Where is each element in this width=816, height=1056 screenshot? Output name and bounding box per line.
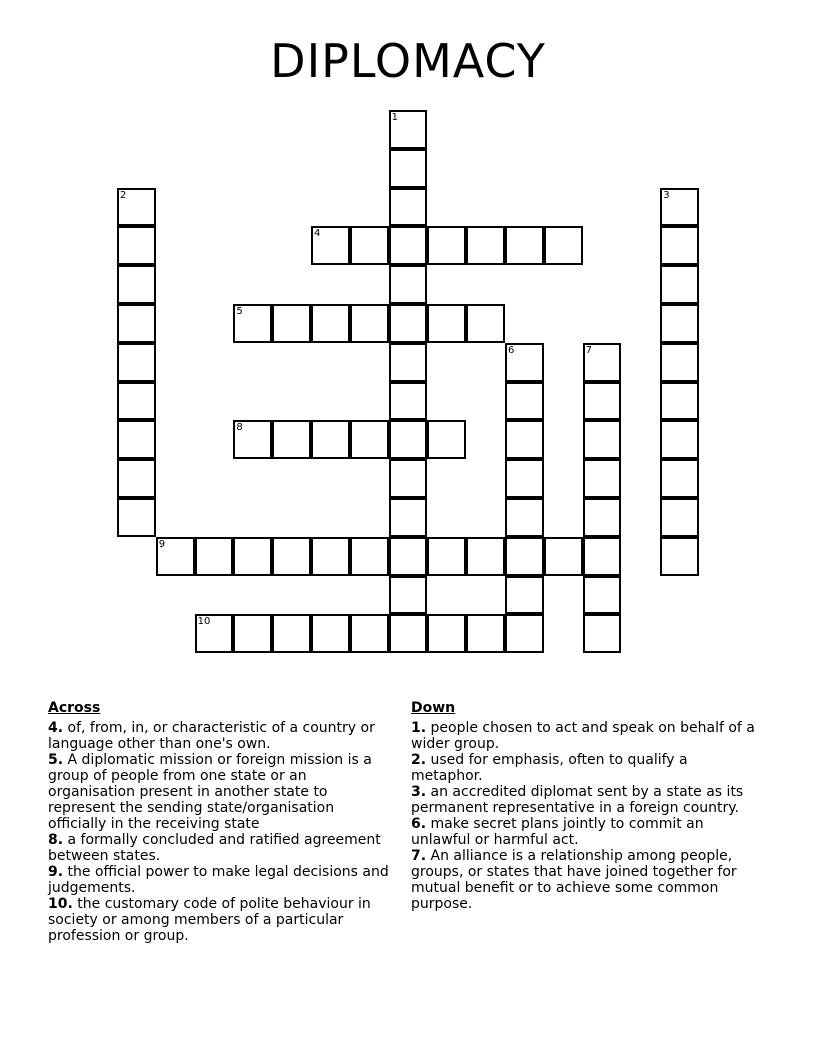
- clue-text: make secret plans jointly to commit an unlawful or harmful act.: [411, 816, 704, 848]
- grid-cell[interactable]: [505, 459, 544, 498]
- grid-cell[interactable]: [583, 576, 622, 615]
- grid-cell[interactable]: [195, 537, 234, 576]
- clue-number: 9.: [48, 864, 64, 880]
- grid-cell[interactable]: [389, 149, 428, 188]
- clue-number: 8.: [48, 832, 64, 848]
- grid-cell[interactable]: [660, 459, 699, 498]
- grid-cell[interactable]: [311, 614, 350, 653]
- grid-cell[interactable]: [660, 265, 699, 304]
- grid-cell[interactable]: [389, 110, 428, 149]
- clue-text: An alliance is a relationship among people, groups, or states that have joined together for mutual benefit or to achieve some common purpose.: [411, 848, 737, 912]
- clue-text: A diplomatic mission or foreign mission is a group of people from one state or an organisation present in another state to represent the sending state/organisation officially in the receiving state: [48, 752, 372, 832]
- grid-cell[interactable]: [350, 226, 389, 265]
- grid-cell[interactable]: [583, 614, 622, 653]
- grid-cell[interactable]: [583, 420, 622, 459]
- grid-cell[interactable]: [389, 614, 428, 653]
- grid-cell[interactable]: [505, 382, 544, 421]
- clue-text: a formally concluded and ratified agreement between states.: [48, 832, 381, 864]
- grid-cell[interactable]: [117, 420, 156, 459]
- grid-cell[interactable]: [389, 537, 428, 576]
- grid-cell[interactable]: [505, 498, 544, 537]
- grid-cell[interactable]: [466, 226, 505, 265]
- across-clues: [48, 700, 393, 944]
- grid-cell[interactable]: [389, 382, 428, 421]
- grid-cell[interactable]: [117, 265, 156, 304]
- grid-cell[interactable]: [233, 614, 272, 653]
- cell-number: 4: [314, 228, 321, 240]
- down-heading: Down: [411, 700, 456, 716]
- down-clues: [411, 700, 761, 912]
- grid-cell[interactable]: [427, 537, 466, 576]
- clue-across-5: [48, 752, 393, 832]
- cell-number: 5: [236, 306, 243, 317]
- grid-cell[interactable]: [505, 226, 544, 265]
- grid-cell[interactable]: [272, 304, 311, 343]
- clue-number: 2.: [411, 752, 427, 768]
- grid-cell[interactable]: [389, 188, 428, 227]
- grid-cell[interactable]: [117, 188, 156, 227]
- grid-cell[interactable]: [117, 382, 156, 421]
- grid-cell[interactable]: [272, 614, 311, 653]
- page-title: DIPLOMACY: [270, 34, 546, 88]
- grid-cell[interactable]: [660, 188, 699, 227]
- grid-cell[interactable]: [389, 459, 428, 498]
- grid-cell[interactable]: [233, 537, 272, 576]
- clue-across-8: [48, 832, 393, 864]
- grid-cell[interactable]: [660, 537, 699, 576]
- cell-number: 9: [158, 538, 166, 550]
- grid-cell[interactable]: [389, 576, 428, 615]
- clue-number: 7.: [411, 848, 427, 864]
- grid-cell[interactable]: [583, 498, 622, 537]
- grid-cell[interactable]: [466, 537, 505, 576]
- grid-cell[interactable]: [660, 498, 699, 537]
- cell-number: 7: [585, 344, 592, 356]
- grid-cell[interactable]: [117, 226, 156, 265]
- clue-across-10: [48, 896, 393, 944]
- cell-number: 3: [663, 189, 670, 201]
- grid-cell[interactable]: [233, 304, 272, 343]
- grid-cell[interactable]: [505, 576, 544, 615]
- grid-cell[interactable]: [389, 304, 428, 343]
- grid-cell[interactable]: [389, 498, 428, 537]
- clue-across-4: [48, 720, 393, 752]
- grid-cell[interactable]: [233, 420, 272, 459]
- grid-cell[interactable]: [583, 537, 622, 576]
- grid-cell[interactable]: [350, 614, 389, 653]
- grid-cell[interactable]: [117, 343, 156, 382]
- grid-cell[interactable]: [350, 304, 389, 343]
- across-heading: Across: [48, 700, 101, 716]
- grid-cell[interactable]: [311, 304, 350, 343]
- cell-number: 8: [236, 422, 243, 434]
- clue-down-1: [411, 720, 761, 752]
- grid-cell[interactable]: [505, 614, 544, 653]
- grid-cell[interactable]: [311, 226, 350, 265]
- grid-cell[interactable]: [583, 343, 622, 382]
- grid-cell[interactable]: [389, 343, 428, 382]
- grid-cell[interactable]: [660, 420, 699, 459]
- grid-cell[interactable]: [117, 459, 156, 498]
- clue-text: used for emphasis, often to qualify a metaphor.: [411, 752, 688, 784]
- grid-cell[interactable]: [544, 537, 583, 576]
- grid-cell[interactable]: [156, 537, 195, 576]
- grid-cell[interactable]: [272, 537, 311, 576]
- grid-cell[interactable]: [389, 226, 428, 265]
- clue-number: 1.: [411, 720, 427, 736]
- cell-number: 2: [120, 189, 127, 201]
- grid-cell[interactable]: [583, 459, 622, 498]
- grid-cell[interactable]: [427, 420, 466, 459]
- clue-down-2: [411, 752, 761, 784]
- clue-number: 3.: [411, 784, 427, 800]
- grid-cell[interactable]: [350, 537, 389, 576]
- clue-across-9: [48, 864, 393, 896]
- grid-cell[interactable]: [660, 226, 699, 265]
- clue-down-6: [411, 816, 761, 848]
- grid-cell[interactable]: [117, 498, 156, 537]
- grid-cell[interactable]: [466, 614, 505, 653]
- grid-cell[interactable]: [544, 226, 583, 265]
- grid-cell[interactable]: [272, 420, 311, 459]
- cell-number: 6: [508, 344, 515, 356]
- cell-number: 1: [391, 112, 398, 123]
- clue-number: 6.: [411, 816, 427, 832]
- grid-cell[interactable]: [505, 537, 544, 576]
- grid-cell[interactable]: [660, 304, 699, 343]
- clue-text: people chosen to act and speak on behalf of a wider group.: [411, 720, 755, 752]
- grid-cell[interactable]: [427, 304, 466, 343]
- grid-cell[interactable]: [583, 382, 622, 421]
- clue-text: the customary code of polite behaviour in society or among members of a particular profession or group.: [48, 896, 371, 944]
- clue-number: 5.: [48, 752, 64, 768]
- grid-cell[interactable]: [427, 226, 466, 265]
- grid-cell[interactable]: [311, 537, 350, 576]
- grid-cell[interactable]: [389, 420, 428, 459]
- clue-text: an accredited diplomat sent by a state as its permanent representative in a foreign country.: [411, 784, 744, 816]
- clue-text: of, from, in, or characteristic of a country or language other than one's own.: [48, 720, 375, 752]
- grid-cell[interactable]: [660, 343, 699, 382]
- clue-text: the official power to make legal decisions and judgements.: [48, 864, 389, 896]
- grid-cell[interactable]: [505, 343, 544, 382]
- grid-cell[interactable]: [660, 382, 699, 421]
- cell-number: 10: [197, 616, 211, 628]
- clue-down-3: [411, 784, 761, 816]
- grid-cell[interactable]: [389, 265, 428, 304]
- grid-cell[interactable]: [427, 614, 466, 653]
- clue-number: 4.: [48, 720, 64, 736]
- grid-cell[interactable]: [505, 420, 544, 459]
- grid-cell[interactable]: [466, 304, 505, 343]
- grid-cell[interactable]: [195, 614, 234, 653]
- grid-cell[interactable]: [117, 304, 156, 343]
- grid-cell[interactable]: [350, 420, 389, 459]
- clue-down-7: [411, 848, 761, 912]
- grid-cell[interactable]: [311, 420, 350, 459]
- clue-number: 10.: [48, 896, 73, 912]
